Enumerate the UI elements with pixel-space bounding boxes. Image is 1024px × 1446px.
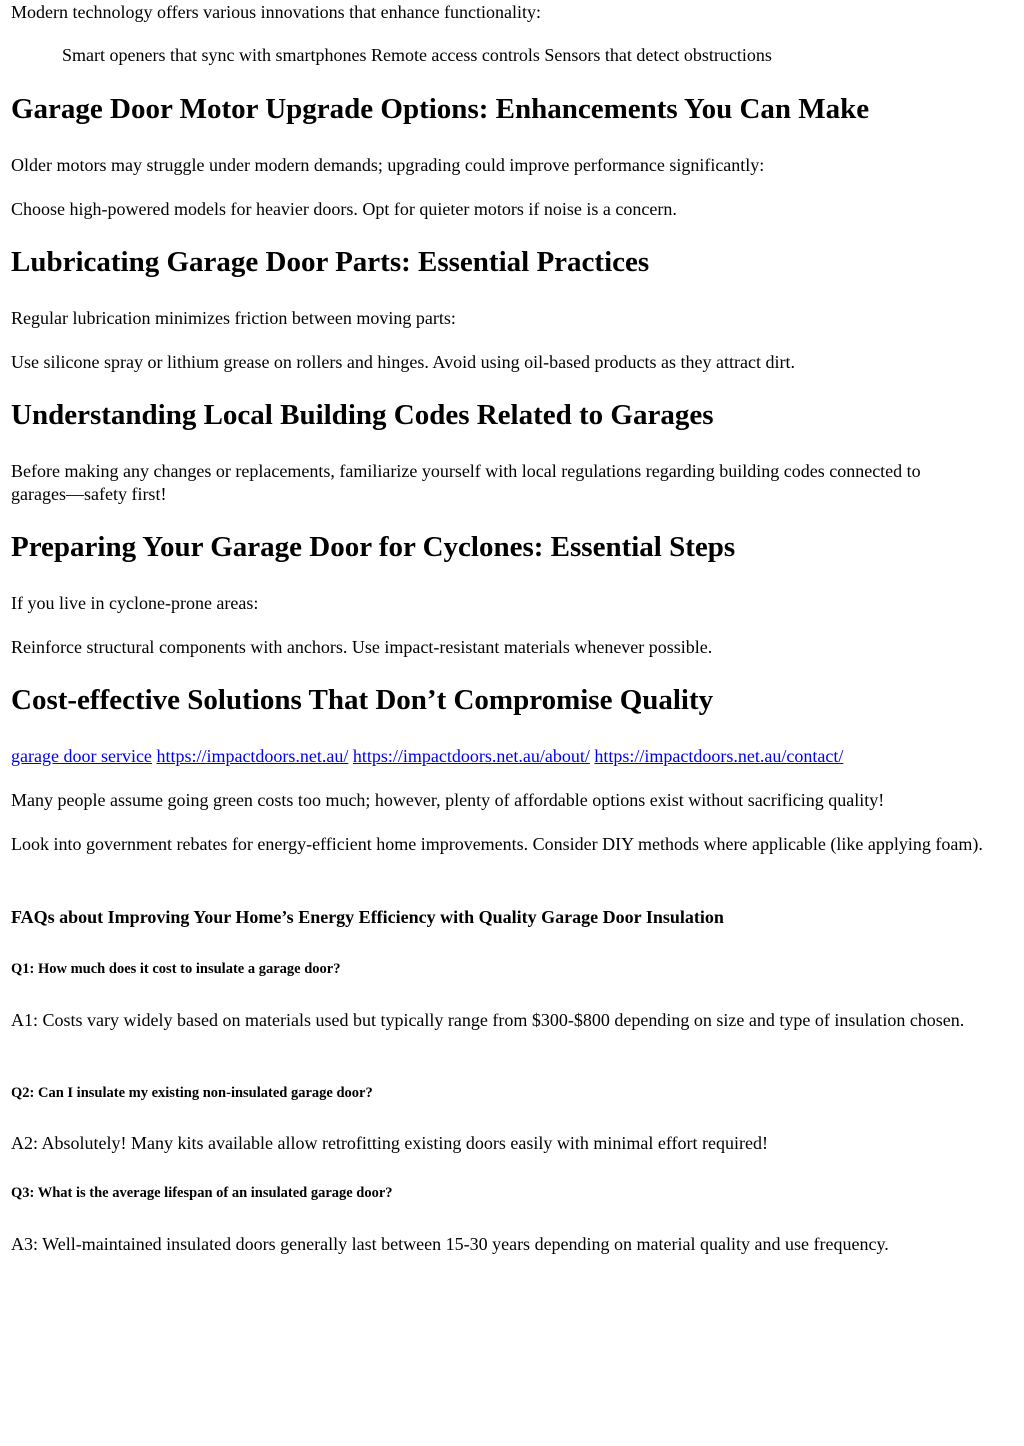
intro-text: Modern technology offers various innovations that enhance functionality:: [11, 2, 542, 22]
cyclones-paragraph-2: Reinforce structural components with anchors. Use impact-resistant materials whenever possible.: [11, 637, 713, 657]
link-impactdoors-about[interactable]: https://impactdoors.net.au/about/: [352, 746, 590, 766]
heading-lubrication: Lubricating Garage Door Parts: Essential Practices: [11, 246, 650, 278]
heading-cyclones: Preparing Your Garage Door for Cyclones: Essential Steps: [11, 531, 736, 563]
faq-answer-3: A3: Well-maintained insulated doors generally last between 15-30 years depending on material quality and use frequency.: [11, 1234, 889, 1254]
lubrication-paragraph-1: Regular lubrication minimizes friction between moving parts:: [11, 308, 456, 328]
faq-answer-1: A1: Costs vary widely based on materials used but typically range from $300-$800 depending on size and type of insulation chosen.: [11, 1010, 965, 1030]
codes-paragraph: Before making any changes or replacements, familiarize yourself with local regulations regarding building codes connected to garages—safety first!: [11, 461, 921, 504]
heading-building-codes: Understanding Local Building Codes Related to Garages: [11, 399, 714, 431]
faq-question-1: Q1: How much does it cost to insulate a garage door?: [11, 961, 341, 977]
link-impactdoors-contact[interactable]: https://impactdoors.net.au/contact/: [594, 746, 844, 766]
link-impactdoors-home[interactable]: https://impactdoors.net.au/: [156, 746, 349, 766]
motor-paragraph-2: Choose high-powered models for heavier doors. Opt for quieter motors if noise is a concern.: [11, 199, 677, 219]
cyclones-paragraph-1: If you live in cyclone-prone areas:: [11, 593, 259, 613]
cost-paragraph-2: Look into government rebates for energy-efficient home improvements. Consider DIY methods where applicable (like applying foam).: [11, 834, 983, 854]
faq-heading: FAQs about Improving Your Home’s Energy Efficiency with Quality Garage Door Insulation: [11, 907, 724, 927]
faq-question-2: Q2: Can I insulate my existing non-insulated garage door?: [11, 1085, 373, 1101]
heading-motor-upgrade: Garage Door Motor Upgrade Options: Enhancements You Can Make: [11, 93, 870, 125]
intro-list: Smart openers that sync with smartphones Remote access controls Sensors that detect obstructions: [62, 45, 772, 65]
link-row: [11, 745, 843, 768]
cost-paragraph-1: Many people assume going green costs too much; however, plenty of affordable options exist without sacrificing quality!: [11, 790, 885, 810]
faq-question-3: Q3: What is the average lifespan of an insulated garage door?: [11, 1185, 393, 1201]
motor-paragraph-1: Older motors may struggle under modern demands; upgrading could improve performance significantly:: [11, 155, 765, 175]
lubrication-paragraph-2: Use silicone spray or lithium grease on rollers and hinges. Avoid using oil-based products as they attract dirt.: [11, 352, 795, 372]
faq-answer-2: A2: Absolutely! Many kits available allow retrofitting existing doors easily with minimal effort required!: [11, 1133, 769, 1153]
heading-cost-effective: Cost-effective Solutions That Don’t Compromise Quality: [11, 684, 714, 716]
link-garage-door-service[interactable]: garage door service: [11, 746, 152, 766]
